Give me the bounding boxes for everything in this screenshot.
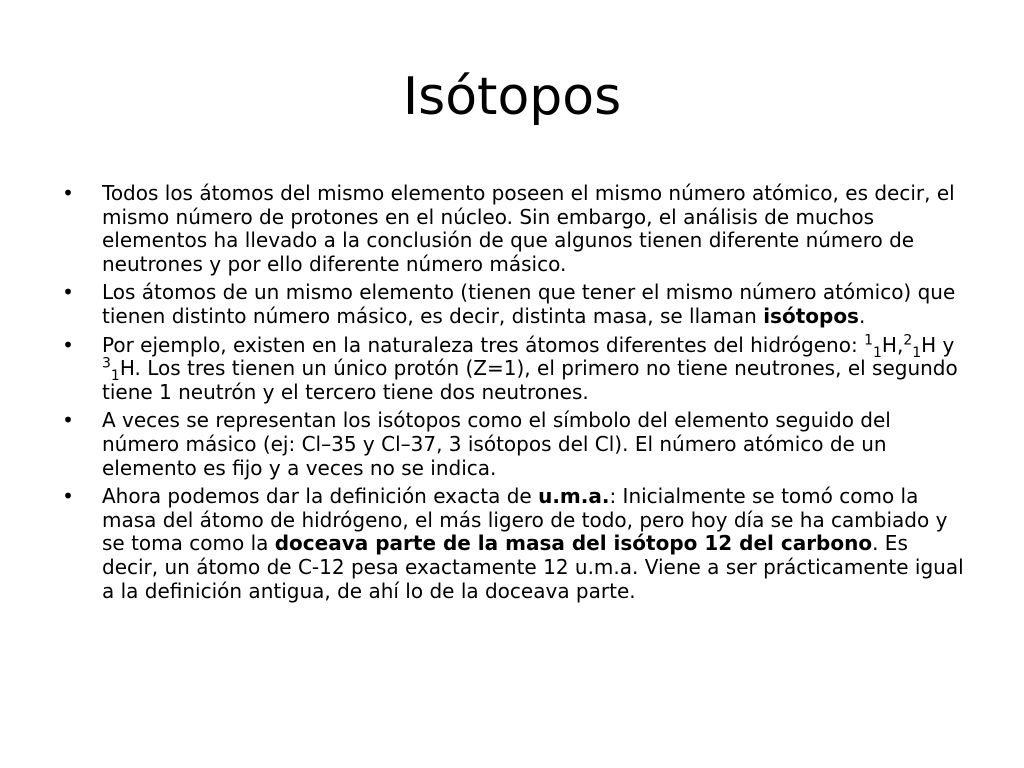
bullet-marker: • [62,181,74,205]
text-segment: H. Los tres tienen un único protón (Z=1), el primero no tiene neutrones, el segundo tiene 1 neutrón y el tercero tiene dos neutrones. [102,356,958,404]
bullet-marker: • [62,332,74,357]
bullet-marker: • [62,280,74,305]
bullet-text [102,484,964,602]
atomic-number: 1 [912,344,922,361]
atomic-number: 1 [872,344,882,361]
bullet-marker: • [62,408,74,433]
text-segment: Los átomos de un mismo elemento (tienen que tener el mismo número atómico) que tienen distinto número másico, es decir, distinta masa, se llaman [102,280,956,328]
bullet-text [102,408,891,479]
bullet-text [102,333,958,404]
bullet-list [58,182,970,608]
text-segment: H, [881,332,904,357]
text-segment: . Es decir, un átomo de C-12 pesa exactamente 12 u.m.a. Viene a ser prácticamente igual a la definición antigua, de ahí lo de la doceava parte. [102,531,964,603]
mass-number: 1 [864,331,873,348]
text-segment: H y [921,332,955,357]
text-segment: Ahora podemos dar la definición exacta de [102,484,539,509]
bullet-item [58,409,970,480]
bullet-item [58,485,970,603]
text-segment: A veces se representan los isótopos como el símbolo del elemento seguido del número másico (ej: Cl–35 y Cl–37, 3 isótopos del Cl). El número atómico de un elemento es fijo y a veces no se indica. [102,408,891,480]
atomic-number: 1 [110,368,120,385]
bullet-text [102,280,955,328]
bullet-item [58,182,970,276]
bold-term: isótopos [763,303,859,328]
bullet-text [102,181,955,276]
bullet-item [58,281,970,328]
bold-term: u.m.a. [538,484,610,509]
mass-number: 3 [102,355,111,372]
bold-term: doceava parte de la masa del isótopo 12 del carbono [274,531,873,556]
text-segment: : Inicialmente se tomó como la masa del átomo de hidrógeno, el más ligero de todo, pero hoy día se ha cambiado y se toma como la [102,484,948,556]
mass-number: 2 [903,331,913,348]
bullet-item [58,331,970,405]
slide-title: Isótopos [402,67,622,127]
text-segment: . [858,303,866,328]
text-segment: Todos los átomos del mismo elemento poseen el mismo número atómico, es decir, el mismo número de protones en el núcleo. Sin embargo, el análisis de muchos elementos ha llevado a la conclusión de que algunos tienen diferente número de neutrones y por ello diferente número másico. [102,181,955,276]
bullet-marker: • [62,484,74,509]
text-segment: Por ejemplo, existen en la naturaleza tres átomos diferentes del hidrógeno: [102,332,865,357]
